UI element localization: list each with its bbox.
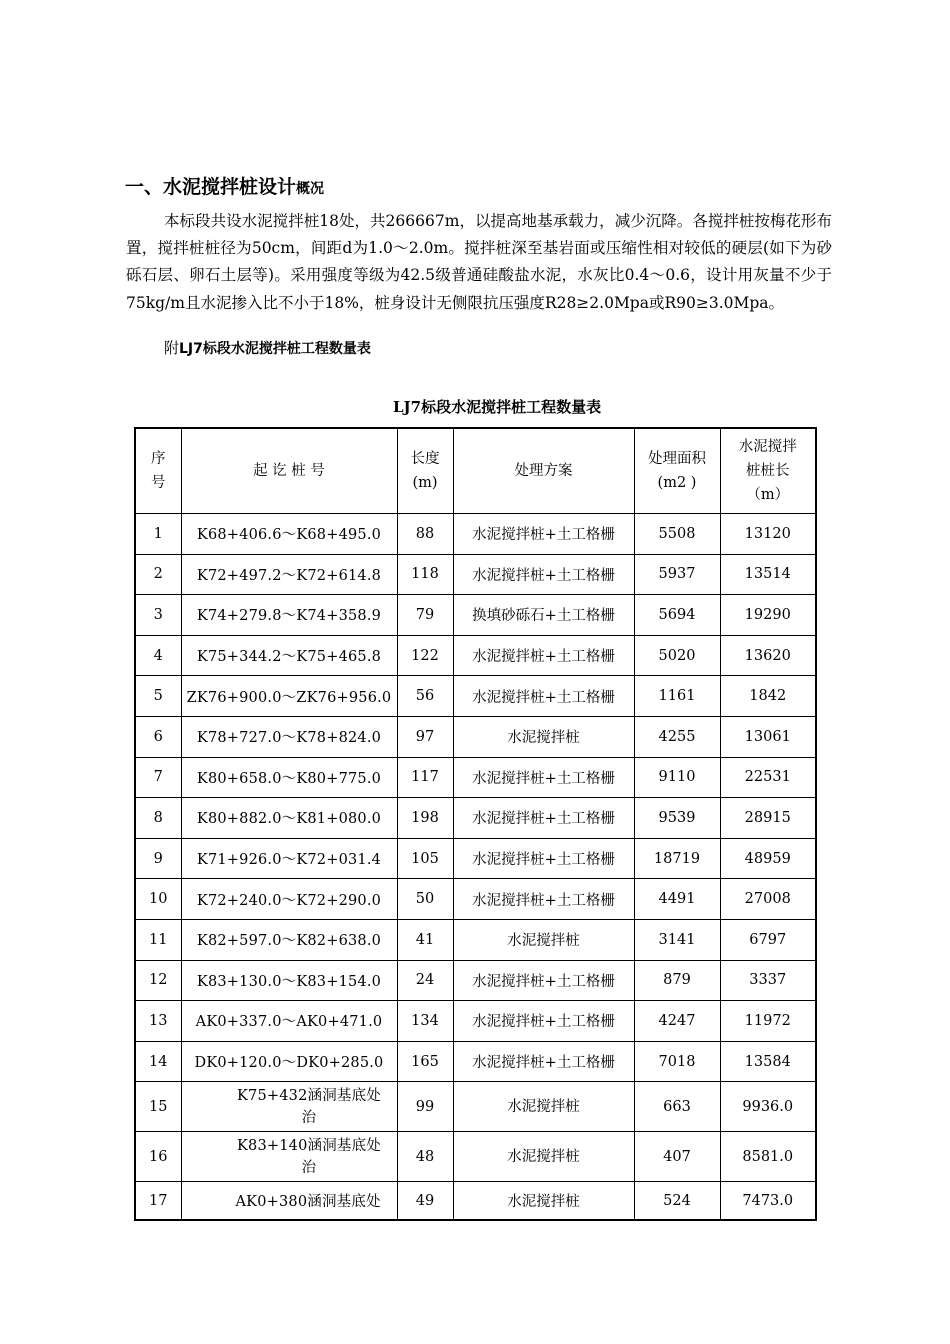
cell-pile-length: 28915 bbox=[720, 798, 816, 839]
cell-seq: 6 bbox=[135, 716, 181, 757]
cell-method: 水泥搅拌桩 bbox=[453, 716, 634, 757]
cell-pile-length: 13514 bbox=[720, 554, 816, 595]
cell-seq: 17 bbox=[135, 1182, 181, 1221]
cell-range: K68+406.6～K68+495.0 bbox=[181, 514, 397, 555]
cell-seq: 2 bbox=[135, 554, 181, 595]
cell-method: 水泥搅拌桩+土工格栅 bbox=[453, 514, 634, 555]
cell-method: 水泥搅拌桩+土工格栅 bbox=[453, 1001, 634, 1042]
cell-seq: 4 bbox=[135, 635, 181, 676]
cell-method: 水泥搅拌桩+土工格栅 bbox=[453, 757, 634, 798]
cell-method: 水泥搅拌桩+土工格栅 bbox=[453, 554, 634, 595]
cell-area: 524 bbox=[634, 1182, 720, 1221]
cell-area: 5937 bbox=[634, 554, 720, 595]
cell-seq: 11 bbox=[135, 919, 181, 960]
cell-seq: 16 bbox=[135, 1132, 181, 1182]
cell-seq: 7 bbox=[135, 757, 181, 798]
cell-pile-length: 1842 bbox=[720, 676, 816, 717]
cell-pile-length: 48959 bbox=[720, 838, 816, 879]
cell-pile-length: 11972 bbox=[720, 1001, 816, 1042]
table-row bbox=[135, 635, 816, 676]
cell-range: K74+279.8～K74+358.9 bbox=[181, 595, 397, 636]
cell-length: 134 bbox=[397, 1001, 453, 1042]
cell-range: K78+727.0～K78+824.0 bbox=[181, 716, 397, 757]
cell-area: 18719 bbox=[634, 838, 720, 879]
cell-pile-length: 13620 bbox=[720, 635, 816, 676]
table-row bbox=[135, 595, 816, 636]
table-row bbox=[135, 554, 816, 595]
cell-length: 50 bbox=[397, 879, 453, 920]
cell-length: 48 bbox=[397, 1132, 453, 1182]
cell-method: 水泥搅拌桩+土工格栅 bbox=[453, 1041, 634, 1082]
cell-length: 97 bbox=[397, 716, 453, 757]
cell-length: 198 bbox=[397, 798, 453, 839]
section-heading-suffix: 概况 bbox=[296, 181, 325, 197]
cell-pile-length: 3337 bbox=[720, 960, 816, 1001]
cell-method: 水泥搅拌桩+土工格栅 bbox=[453, 798, 634, 839]
cell-area: 4491 bbox=[634, 879, 720, 920]
cell-pile-length: 8581.0 bbox=[720, 1132, 816, 1182]
cell-length: 24 bbox=[397, 960, 453, 1001]
cell-method: 水泥搅拌桩 bbox=[453, 1082, 634, 1132]
cell-seq: 10 bbox=[135, 879, 181, 920]
cell-length: 79 bbox=[397, 595, 453, 636]
appendix-line bbox=[164, 337, 371, 358]
cell-method: 水泥搅拌桩+土工格栅 bbox=[453, 838, 634, 879]
header-length: 长度(m) bbox=[397, 428, 453, 514]
cell-area: 4247 bbox=[634, 1001, 720, 1042]
section-heading bbox=[125, 172, 324, 199]
appendix-title: LJ7标段水泥搅拌桩工程数量表 bbox=[179, 341, 371, 357]
cell-area: 407 bbox=[634, 1132, 720, 1182]
cell-length: 56 bbox=[397, 676, 453, 717]
cell-method: 水泥搅拌桩+土工格栅 bbox=[453, 635, 634, 676]
cell-length: 118 bbox=[397, 554, 453, 595]
cell-seq: 9 bbox=[135, 838, 181, 879]
cell-area: 5020 bbox=[634, 635, 720, 676]
table-row bbox=[135, 1082, 816, 1132]
cell-pile-length: 7473.0 bbox=[720, 1182, 816, 1221]
cell-pile-length: 9936.0 bbox=[720, 1082, 816, 1132]
table-row bbox=[135, 1041, 816, 1082]
table-row bbox=[135, 1132, 816, 1182]
cell-pile-length: 19290 bbox=[720, 595, 816, 636]
cell-method: 水泥搅拌桩 bbox=[453, 1132, 634, 1182]
cell-range: K80+658.0～K80+775.0 bbox=[181, 757, 397, 798]
table-header-row bbox=[135, 428, 816, 514]
cell-length: 105 bbox=[397, 838, 453, 879]
cell-area: 9110 bbox=[634, 757, 720, 798]
cell-area: 1161 bbox=[634, 676, 720, 717]
table-title: LJ7标段水泥搅拌桩工程数量表 bbox=[393, 398, 602, 416]
cell-area: 663 bbox=[634, 1082, 720, 1132]
cell-length: 122 bbox=[397, 635, 453, 676]
cell-seq: 5 bbox=[135, 676, 181, 717]
table-row bbox=[135, 716, 816, 757]
cell-pile-length: 22531 bbox=[720, 757, 816, 798]
cell-area: 5508 bbox=[634, 514, 720, 555]
table-row bbox=[135, 514, 816, 555]
cell-range: K83+140涵洞基底处治 bbox=[181, 1132, 397, 1182]
cell-area: 9539 bbox=[634, 798, 720, 839]
cell-method: 水泥搅拌桩+土工格栅 bbox=[453, 676, 634, 717]
cell-method: 水泥搅拌桩 bbox=[453, 1182, 634, 1221]
header-seq: 序号 bbox=[135, 428, 181, 514]
cell-length: 99 bbox=[397, 1082, 453, 1132]
cell-seq: 8 bbox=[135, 798, 181, 839]
table-row bbox=[135, 757, 816, 798]
cell-range: DK0+120.0～DK0+285.0 bbox=[181, 1041, 397, 1082]
cell-pile-length: 13120 bbox=[720, 514, 816, 555]
cell-area: 3141 bbox=[634, 919, 720, 960]
cell-pile-length: 13584 bbox=[720, 1041, 816, 1082]
cell-pile-length: 27008 bbox=[720, 879, 816, 920]
cell-method: 水泥搅拌桩+土工格栅 bbox=[453, 879, 634, 920]
table-row bbox=[135, 960, 816, 1001]
cell-range: AK0+380涵洞基底处 bbox=[181, 1182, 397, 1221]
section-heading-main: 一、水泥搅拌桩设计 bbox=[125, 176, 297, 198]
cell-area: 879 bbox=[634, 960, 720, 1001]
cell-length: 88 bbox=[397, 514, 453, 555]
cell-seq: 13 bbox=[135, 1001, 181, 1042]
cell-range: K83+130.0～K83+154.0 bbox=[181, 960, 397, 1001]
cell-pile-length: 13061 bbox=[720, 716, 816, 757]
table-row bbox=[135, 919, 816, 960]
cell-method: 换填砂砾石+土工格栅 bbox=[453, 595, 634, 636]
table-body bbox=[135, 514, 816, 1221]
table-row bbox=[135, 838, 816, 879]
appendix-prefix: 附 bbox=[164, 339, 180, 357]
cell-length: 165 bbox=[397, 1041, 453, 1082]
cell-length: 49 bbox=[397, 1182, 453, 1221]
cell-area: 5694 bbox=[634, 595, 720, 636]
cell-method: 水泥搅拌桩 bbox=[453, 919, 634, 960]
cell-seq: 1 bbox=[135, 514, 181, 555]
cell-area: 7018 bbox=[634, 1041, 720, 1082]
cell-length: 117 bbox=[397, 757, 453, 798]
cell-range: K72+240.0～K72+290.0 bbox=[181, 879, 397, 920]
table-row bbox=[135, 676, 816, 717]
cell-length: 41 bbox=[397, 919, 453, 960]
cell-pile-length: 6797 bbox=[720, 919, 816, 960]
cell-seq: 14 bbox=[135, 1041, 181, 1082]
cell-range: K75+344.2～K75+465.8 bbox=[181, 635, 397, 676]
cell-range: K72+497.2～K72+614.8 bbox=[181, 554, 397, 595]
cell-range: ZK76+900.0～ZK76+956.0 bbox=[181, 676, 397, 717]
table-row bbox=[135, 1001, 816, 1042]
table-row bbox=[135, 1182, 816, 1221]
cell-area: 4255 bbox=[634, 716, 720, 757]
cell-range: K75+432涵洞基底处治 bbox=[181, 1082, 397, 1132]
header-area: 处理面积(m2 ) bbox=[634, 428, 720, 514]
body-paragraph: 本标段共设水泥搅拌桩18处，共266667m，以提高地基承载力，减少沉降。各搅拌桩按梅花形布置，搅拌桩桩径为50cm，间距d为1.0～2.0m。搅拌桩深至基岩面或压缩性相对较低的硬层(如下为砂砾石层、卵石土层等)。采用强度等级为42.5级普通硅酸盐水泥，水灰比0.4～0.6，设计用灰量不少于75kg/m且水泥掺入比不小于18%，桩身设计无侧限抗压强度R28≥2.0Mpa或R90≥3.0Mpa。 bbox=[126, 212, 832, 312]
cell-seq: 15 bbox=[135, 1082, 181, 1132]
cell-seq: 12 bbox=[135, 960, 181, 1001]
cell-method: 水泥搅拌桩+土工格栅 bbox=[453, 960, 634, 1001]
quantity-table bbox=[134, 427, 817, 1221]
cell-range: AK0+337.0～AK0+471.0 bbox=[181, 1001, 397, 1042]
table-row bbox=[135, 798, 816, 839]
table-row bbox=[135, 879, 816, 920]
cell-seq: 3 bbox=[135, 595, 181, 636]
cell-range: K80+882.0～K81+080.0 bbox=[181, 798, 397, 839]
cell-range: K71+926.0～K72+031.4 bbox=[181, 838, 397, 879]
header-pile-length: 水泥搅拌桩桩长（m） bbox=[720, 428, 816, 514]
header-range: 起 讫 桩 号 bbox=[181, 428, 397, 514]
cell-range: K82+597.0～K82+638.0 bbox=[181, 919, 397, 960]
header-method: 处理方案 bbox=[453, 428, 634, 514]
